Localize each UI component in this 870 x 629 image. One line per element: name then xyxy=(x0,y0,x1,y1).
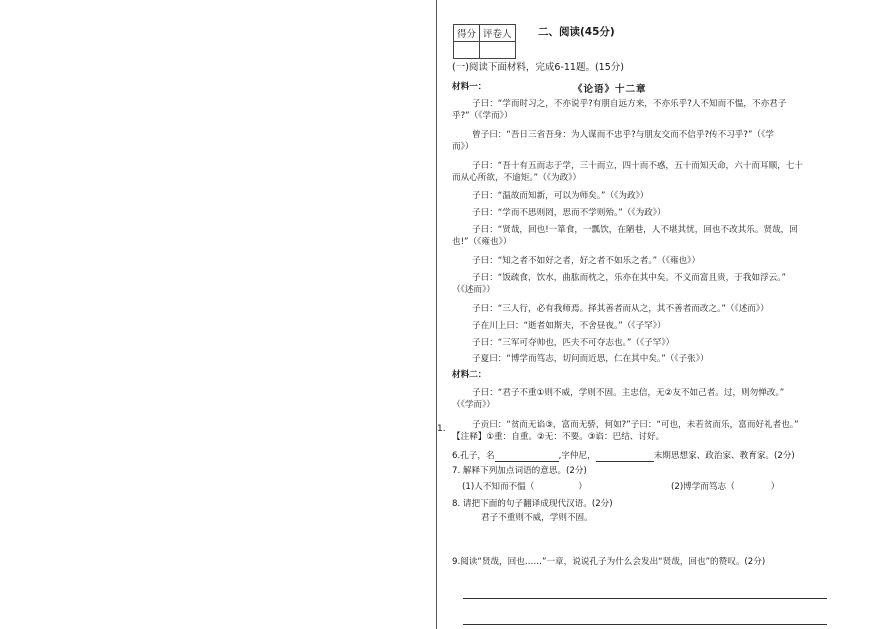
text-line: 子曰：“贤哉，回也!一箪食，一瓢饮，在陋巷，人不堪其忧，回也不改其乐。贤哉，回 xyxy=(472,225,798,235)
annotation-note: 【注释】①重：自重。②无：不要。③谄：巴结、讨好。 xyxy=(452,432,665,442)
text-line: 而从心所欲，不逾矩。”（《为政》） xyxy=(452,173,582,183)
question-8: 8. 请把下面的句子翻译成现代汉语。(2分) xyxy=(452,499,613,509)
score-table xyxy=(453,24,516,59)
q6-part-b: ,字仲尼， xyxy=(558,451,596,461)
material1-label: 材料一： xyxy=(452,82,487,92)
q7-2-text: (2)博学而笃志（ xyxy=(671,482,735,492)
text-line: 曾子曰：“吾日三省吾身：为人谋而不忠乎?与朋友交而不信乎?传不习乎?”（《学 xyxy=(472,130,774,140)
grader-header: 评卷人 xyxy=(480,25,516,42)
score-cell[interactable] xyxy=(454,42,480,59)
question-7-item-1 xyxy=(462,482,587,493)
part-instruction: (一)阅读下面材料，完成6-11题。(15分) xyxy=(452,62,624,73)
question-7-item-2 xyxy=(671,482,779,493)
q6-part-a: 6.孔子，名 xyxy=(452,451,495,461)
binding-line xyxy=(436,0,437,629)
text-line: 子曰：“温故而知新，可以为师矣。”（《为政》） xyxy=(472,191,649,201)
q7-2-close: ） xyxy=(770,482,780,492)
text-line: 子曰：“三军可夺帅也，匹夫不可夺志也。”（《子罕》） xyxy=(472,338,675,348)
text-line: （《述而》） xyxy=(452,285,495,295)
text-line: （《学而》） xyxy=(452,400,495,410)
margin-mark: 1. xyxy=(437,424,446,434)
text-line: 子夏曰：“博学而笃志，切问而近思，仁在其中矣。”（《子张》） xyxy=(472,354,709,364)
grader-cell[interactable] xyxy=(480,42,516,59)
score-header: 得分 xyxy=(454,25,480,42)
question-8-sentence: 君子不重则不威，学则不固。 xyxy=(481,513,593,523)
q7-1-close: ） xyxy=(578,482,587,492)
text-line: 乎?”（《学而》） xyxy=(452,111,513,121)
question-6 xyxy=(452,451,795,462)
material2-label: 材料二： xyxy=(452,370,487,380)
q6-part-c: 末期思想家、政治家、教育家。(2分) xyxy=(653,451,795,461)
text-line: 子贡曰：“贫而无谄③，富而无骄，何如?”子曰：“可也，未若贫而乐，富而好礼者也。” xyxy=(472,420,799,430)
text-line: 子曰：“饭疏食，饮水，曲肱而枕之，乐亦在其中矣。不义而富且贵，于我如浮云。” xyxy=(472,273,786,283)
answer-line[interactable] xyxy=(463,624,827,625)
answer-line[interactable] xyxy=(463,598,827,599)
q7-1-text: (1)人不知而不愠（ xyxy=(462,482,535,492)
text-line: 子曰：“君子不重①则不威，学则不固。主忠信，无②友不如己者。过，则勿惮改。” xyxy=(472,388,785,398)
q6-name-blank[interactable] xyxy=(495,452,559,462)
question-7: 7. 解释下列加点词语的意思。(2分) xyxy=(452,466,587,476)
text-line: 而》） xyxy=(452,142,474,152)
text-line: 子曰：“吾十有五而志于学，三十而立，四十而不惑，五十而知天命，六十而耳顺，七十 xyxy=(472,161,804,171)
text-line: 子曰：“知之者不如好之者，好之者不如乐之者。”（《雍也》） xyxy=(472,256,701,266)
text-line: 子曰：“学而不思则罔，思而不学则殆。”（《为政》） xyxy=(472,208,666,218)
text-line: 子曰：“学而时习之，不亦说乎?有朋自远方来，不亦乐乎?人不知而不愠，不亦君子 xyxy=(472,99,787,109)
text-line: 子曰：“三人行，必有我师焉。择其善者而从之，其不善者而改之。”（《述而》） xyxy=(472,304,769,314)
question-9: 9.阅读“贤哉，回也……”一章，说说孔子为什么会发出“贤哉，回也”的赞叹。(2分) xyxy=(452,557,766,567)
text-line: 子在川上曰：“逝者如斯夫，不舍昼夜。”（《子罕》） xyxy=(472,321,666,331)
text-line: 也!”（《雍也》） xyxy=(452,237,512,247)
section-title: 二、阅读(45分) xyxy=(538,26,615,38)
q6-era-blank[interactable] xyxy=(596,452,654,462)
material1-title: 《论语》十二章 xyxy=(573,84,647,95)
